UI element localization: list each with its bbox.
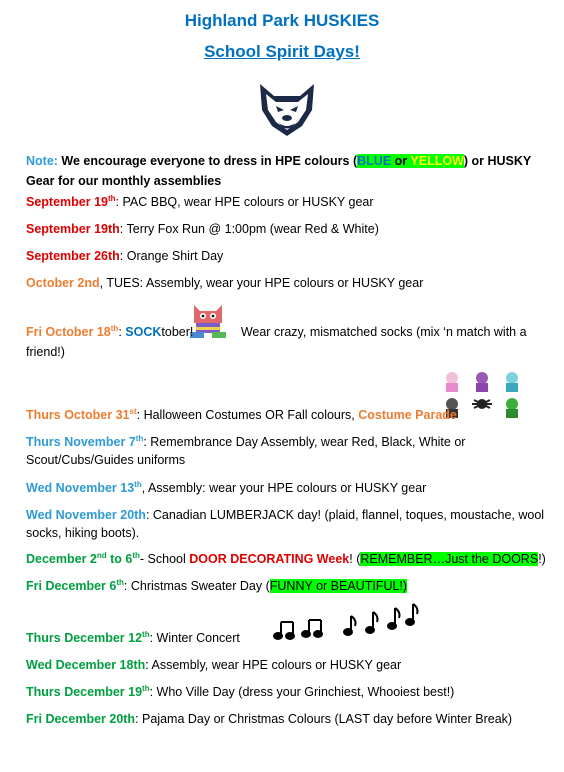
event-line: Fri December 6th: Christmas Sweater Day (FUNNY or BEAUTIFUL!) [26,577,408,593]
event-line: September 19th: PAC BBQ, wear HPE colours or HUSKY gear [26,193,374,209]
event-line: Wed November 20th: Canadian LUMBERJACK day! (plaid, flannel, toques, moustache, wool [26,508,545,522]
event-line-cont: Scout/Cubs/Guides uniforms [26,453,186,467]
event-line: October 2nd, TUES: Assembly, wear your HPE colours or HUSKY gear [26,276,424,290]
event-line: Thurs December 19th: Who Ville Day (dress your Grinchiest, Whooiest best!) [26,683,455,699]
note-paragraph: Note: We encourage everyone to dress in HPE colours (BLUE or YELLOW) or HUSKY Gear for our monthly assemblies [26,154,532,188]
event-line: Thurs November 7th: Remembrance Day Assembly, wear Red, Black, White or [26,433,466,449]
event-line: September 26th: Orange Shirt Day [26,249,224,263]
music-notes-icon [272,602,422,642]
page-subtitle: School Spirit Days! [204,42,360,61]
husky-logo-icon [252,80,322,138]
event-line: Thurs October 31st: Halloween Costumes OR Fall colours, Costume Parade [26,406,457,422]
event-line: Fri December 20th: Pajama Day or Christmas Colours (LAST day before Winter Break) [26,712,513,726]
event-line: Wed December 18th: Assembly, wear HPE colours or HUSKY gear [26,658,402,672]
event-line-cont: socks, hiking boots). [26,526,140,540]
event-line: December 2nd to 6th- School DOOR DECORATING Week! (REMEMBER…Just the DOORS!) [26,550,546,566]
event-line: Fri October 18th: SOCKtober! Wear crazy, mismatched socks (mix ‘n match with a [26,323,527,339]
event-line-cont: friend!) [26,345,65,359]
event-line: September 19th: Terry Fox Run @ 1:00pm (wear Red & White) [26,222,379,236]
event-line: Thurs December 12th: Winter Concert [26,629,240,645]
page-title: Highland Park HUSKIES [184,11,380,30]
event-line: Wed November 13th, Assembly: wear your HPE colours or HUSKY gear [26,479,427,495]
